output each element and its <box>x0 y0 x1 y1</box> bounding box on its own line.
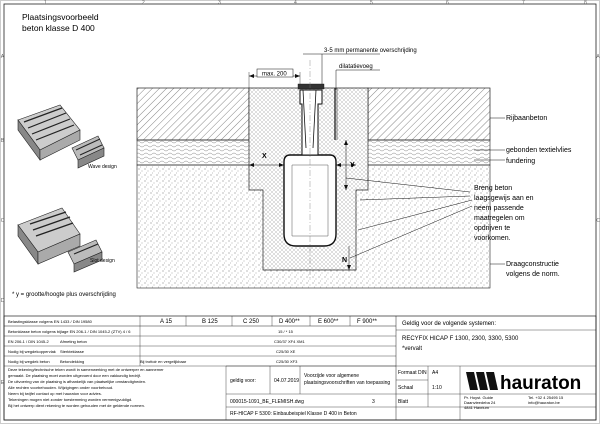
format-value: A4 <box>432 370 439 376</box>
address-line-3: 4841 Havrium <box>464 405 489 410</box>
grid-col-3: 3 <box>218 0 221 6</box>
concrete-note-6: voorkomen. <box>474 235 511 242</box>
disclaimer-7: Bij het ontwerp dient rekening te worden gehouden met de geldende normen. <box>8 403 145 408</box>
format-label: Formaat DIN <box>398 370 427 376</box>
disclaimer-3: De uitvoering van de plaatsing is afhankelijk van plaatselijke omstandigheden. <box>8 379 147 384</box>
grid-row-c-right: C <box>596 218 600 224</box>
grid-row-a-right: A <box>596 54 600 60</box>
drawing-number: 000015-1091_BE_FLEMISH.dwg <box>230 399 304 405</box>
row4-value: C25/30 XF3 <box>276 359 298 364</box>
row2-value: C30/37 XF4 XM1 <box>274 339 305 344</box>
address-line-1: Pr. Hoyst. Guide <box>464 395 494 400</box>
email-address: info@hauraton.be <box>528 400 560 405</box>
grid-col-4: 4 <box>294 0 297 6</box>
row-small-1: EN 206-1 / DIN 1045-2 <box>8 339 49 344</box>
validity-label: Geldig voor de volgende systemen: <box>402 321 497 327</box>
grid-column-markers <box>44 0 587 6</box>
grate-top <box>298 84 324 89</box>
grid-row-a: A <box>0 54 5 60</box>
systems-note: *vervalt <box>402 346 423 352</box>
grid-col-5: 5 <box>370 0 373 6</box>
dimension-x-label: X <box>262 153 267 160</box>
phone-number: Tel. +32 4 25495 15 <box>528 395 564 400</box>
row2-label: Afmeting beton <box>60 339 87 344</box>
grid-row-c: C <box>0 218 5 224</box>
class-f900: F 900** <box>357 319 378 325</box>
sheet-label: Blatt <box>398 399 409 405</box>
grid-col-2: 2 <box>142 0 145 6</box>
concrete-note-1: Breng beton <box>474 185 513 192</box>
validity-date: 04.07.2019 <box>274 378 300 384</box>
dimension-n-label: N <box>342 257 348 264</box>
grid-row-e: E <box>0 380 5 386</box>
row-small-3: Nodig bij wegdek beton <box>8 359 50 364</box>
road-concrete-label: Rijbaanbeton <box>506 115 548 122</box>
disclaimer-5: Neem bij twijfel contact op met hauraton voor advies. <box>8 391 102 396</box>
view-note-1: Voorzijde voor algemene <box>304 373 360 379</box>
support-note-1: Draagconstructie <box>506 261 559 268</box>
grid-col-7: 7 <box>522 0 525 6</box>
bottom-title: RF-HICAP F 5300: Einbaubeispiel Klasse D 400 in Beton <box>230 411 357 417</box>
grid-row-b: B <box>0 138 5 144</box>
foundation-label: fundering <box>506 158 536 165</box>
scale-label: Schaal <box>398 385 414 391</box>
disclaimer-4: Alle rechten voorbehouden. Wijzigingen onder voorbehoud. <box>8 385 114 390</box>
scale-value: 1:10 <box>432 385 442 391</box>
cross-section-drawing <box>137 60 490 288</box>
systems-list: RECYFIX HICAP F 1300, 2300, 3300, 5300 <box>402 336 519 342</box>
wave-design-label: Wave design <box>88 164 117 170</box>
grid-col-1: 1 <box>44 0 47 6</box>
row-small-2: Nodig bij wegdekoppervlak <box>8 349 56 354</box>
geotextile-label: gebonden textielvlies <box>506 147 572 154</box>
max-width-dimension: max. 200 <box>262 71 287 78</box>
expansion-joint-label: dilatatievoeg <box>339 64 373 70</box>
support-note-2: volgens de norm. <box>506 271 560 278</box>
road-concrete-left <box>137 88 249 140</box>
load-class-header: Belastingsklasse volgens EN 1433 / DIN 19580 <box>8 319 92 324</box>
drawing-title-line1: Plaatsingsvoorbeeld <box>22 12 99 22</box>
view-note-2: plaatsingsvoorschriften van toepassing <box>304 380 391 386</box>
row1-value: 15 / * 15 <box>278 329 293 334</box>
class-d400: D 400** <box>279 319 300 325</box>
concrete-note-3: neem passende <box>474 205 524 212</box>
row1-label: Betonklasse beton volgens bijlage EN 206-1 / DIN 1045-2 (ZTV) 4 / 6 <box>8 329 131 334</box>
class-e600: E 600** <box>318 319 339 325</box>
row4-label: Betondekking <box>60 359 85 364</box>
class-b125: B 125 <box>202 319 218 325</box>
dimension-y-label: Y <box>350 162 355 169</box>
hauraton-logo <box>466 372 498 390</box>
drawing-title-line2: beton klasse D 400 <box>22 23 95 33</box>
concrete-note-4: maatregelen om <box>474 215 525 222</box>
class-a15: A 15 <box>160 319 173 325</box>
grid-row-d: D <box>0 298 5 304</box>
concrete-note-5: opdrijven te <box>474 225 511 232</box>
row-small-4: Bij trottoir en vergelijkbaar <box>140 359 187 364</box>
grid-col-8: 8 <box>584 0 587 6</box>
concrete-note-2: laagsgewijs aan en <box>474 195 534 202</box>
wave-design-product-image <box>18 105 104 168</box>
grid-col-6: 6 <box>446 0 449 6</box>
disclaimer-6: Tekeningen mogen niet zonder toestemming worden vermenigvuldigd. <box>8 397 133 402</box>
permanent-overshoot-label: 3-5 mm permanente overschrijding <box>324 48 417 54</box>
disclaimer-2: gemaakt. De plaatsing moet worden uitgevoerd door een vakkundig bedrijf. <box>8 373 141 378</box>
address-line-2: Daanvleedeba 24 <box>464 400 496 405</box>
footnote: * y = grootte/hoogte plus overschrijding <box>12 292 116 298</box>
company-name: hauraton <box>500 373 582 394</box>
road-concrete-right <box>368 88 490 140</box>
class-c250: C 250 <box>243 319 260 325</box>
disclaimer-1: Deze tekening/technische teken wordt in samenwerking met de ontwerper en aannemer <box>8 367 164 372</box>
row3-value: C25/30 XE <box>276 349 296 354</box>
validity-date-label: geldig voor: <box>230 378 256 384</box>
row3-label: Sterkteklasse <box>60 349 85 354</box>
slot-design-label: Slot design <box>90 258 115 264</box>
revision-number: 3 <box>372 399 375 405</box>
